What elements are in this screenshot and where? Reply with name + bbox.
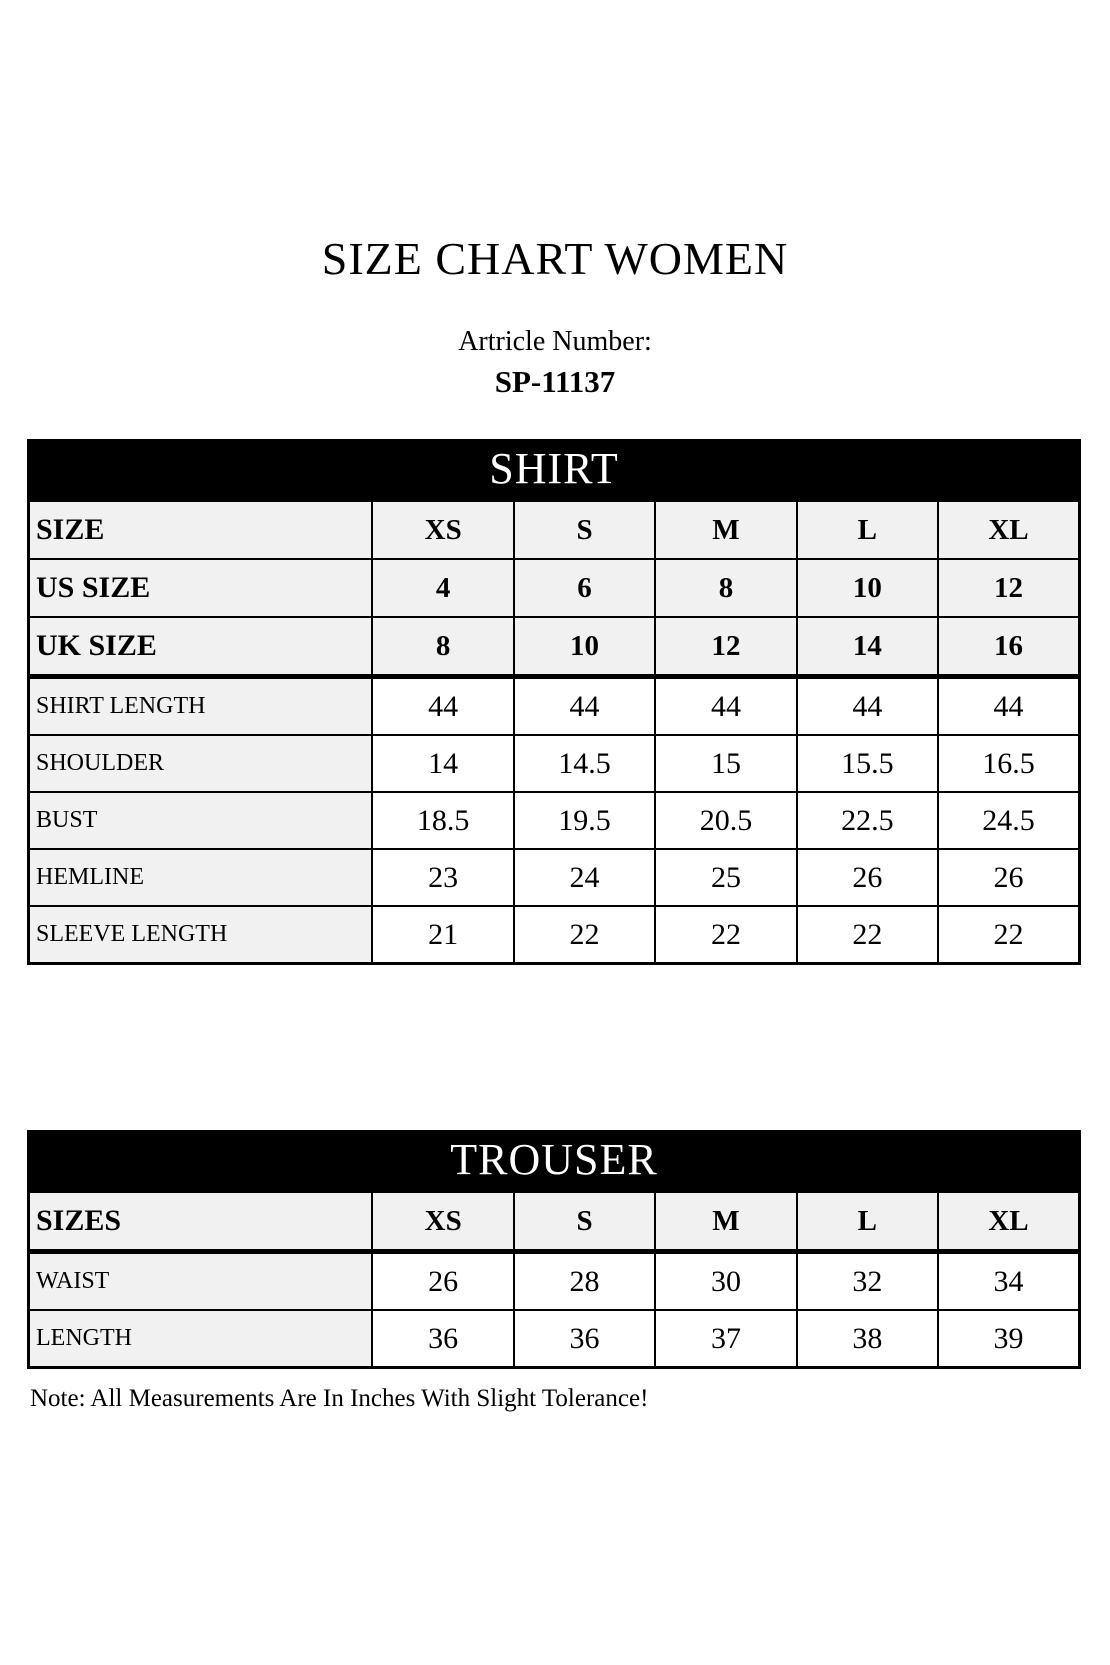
table-row — [29, 906, 1080, 964]
value-cell: M — [655, 1192, 796, 1252]
value-cell: XS — [372, 501, 513, 560]
value-cell: 39 — [938, 1310, 1079, 1368]
value-cell: 34 — [938, 1252, 1079, 1311]
value-cell: 12 — [938, 559, 1079, 617]
value-cell: L — [797, 501, 938, 560]
row-label-cell: SHIRT LENGTH — [29, 677, 373, 736]
value-cell: 4 — [372, 559, 513, 617]
value-cell: 22.5 — [797, 792, 938, 849]
value-cell: XL — [938, 501, 1079, 560]
table-row — [29, 735, 1080, 792]
value-cell: 18.5 — [372, 792, 513, 849]
value-cell: 44 — [655, 677, 796, 736]
value-cell: 6 — [514, 559, 655, 617]
shirt-table-title-band: SHIRT — [27, 439, 1081, 499]
article-number-label: Artricle Number: — [458, 326, 652, 357]
row-label-cell: SLEEVE LENGTH — [29, 906, 373, 964]
row-label-cell: US SIZE — [29, 559, 373, 617]
table-row — [29, 501, 1080, 560]
value-cell: 20.5 — [655, 792, 796, 849]
value-cell: XS — [372, 1192, 513, 1252]
note-text: Note: All Measurements Are In Inches With Slight Tolerance! — [30, 1385, 649, 1412]
value-cell: 8 — [655, 559, 796, 617]
value-cell: 10 — [514, 617, 655, 677]
value-cell: 22 — [514, 906, 655, 964]
trouser-table-section — [27, 1130, 1081, 1369]
value-cell: 26 — [797, 849, 938, 906]
value-cell: 16 — [938, 617, 1079, 677]
value-cell: L — [797, 1192, 938, 1252]
row-label-cell: SIZE — [29, 501, 373, 560]
value-cell: XL — [938, 1192, 1079, 1252]
value-cell: 36 — [372, 1310, 513, 1368]
value-cell: 37 — [655, 1310, 796, 1368]
trouser-size-table — [27, 1190, 1081, 1369]
value-cell: 25 — [655, 849, 796, 906]
table-row — [29, 1192, 1080, 1252]
value-cell: 24 — [514, 849, 655, 906]
value-cell: 32 — [797, 1252, 938, 1311]
value-cell: 22 — [797, 906, 938, 964]
row-label-cell: SHOULDER — [29, 735, 373, 792]
page-title: SIZE CHART WOMEN — [321, 233, 789, 284]
value-cell: 22 — [938, 906, 1079, 964]
table-row — [29, 792, 1080, 849]
value-cell: 8 — [372, 617, 513, 677]
value-cell: 14 — [797, 617, 938, 677]
value-cell: 26 — [938, 849, 1079, 906]
row-label-cell: BUST — [29, 792, 373, 849]
value-cell: 30 — [655, 1252, 796, 1311]
value-cell: 44 — [372, 677, 513, 736]
value-cell: S — [514, 501, 655, 560]
value-cell: 12 — [655, 617, 796, 677]
value-cell: 24.5 — [938, 792, 1079, 849]
row-label-cell: LENGTH — [29, 1310, 373, 1368]
value-cell: 28 — [514, 1252, 655, 1311]
value-cell: 16.5 — [938, 735, 1079, 792]
value-cell: 22 — [655, 906, 796, 964]
value-cell: 44 — [938, 677, 1079, 736]
table-row — [29, 677, 1080, 736]
trouser-table-title-band: TROUSER — [27, 1130, 1081, 1190]
value-cell: 10 — [797, 559, 938, 617]
value-cell: 15 — [655, 735, 796, 792]
row-label-cell: SIZES — [29, 1192, 373, 1252]
table-row — [29, 617, 1080, 677]
value-cell: 15.5 — [797, 735, 938, 792]
row-label-cell: WAIST — [29, 1252, 373, 1311]
row-label-cell: UK SIZE — [29, 617, 373, 677]
value-cell: 21 — [372, 906, 513, 964]
row-label-cell: HEMLINE — [29, 849, 373, 906]
value-cell: 36 — [514, 1310, 655, 1368]
value-cell: 14.5 — [514, 735, 655, 792]
table-row — [29, 849, 1080, 906]
table-row — [29, 1310, 1080, 1368]
table-row — [29, 559, 1080, 617]
shirt-size-table — [27, 499, 1081, 965]
article-number-value: SP-11137 — [494, 364, 616, 399]
value-cell: 44 — [514, 677, 655, 736]
value-cell: M — [655, 501, 796, 560]
value-cell: 44 — [797, 677, 938, 736]
value-cell: 19.5 — [514, 792, 655, 849]
table-row — [29, 1252, 1080, 1311]
shirt-table-section — [27, 439, 1081, 965]
value-cell: S — [514, 1192, 655, 1252]
value-cell: 14 — [372, 735, 513, 792]
value-cell: 23 — [372, 849, 513, 906]
value-cell: 26 — [372, 1252, 513, 1311]
value-cell: 38 — [797, 1310, 938, 1368]
